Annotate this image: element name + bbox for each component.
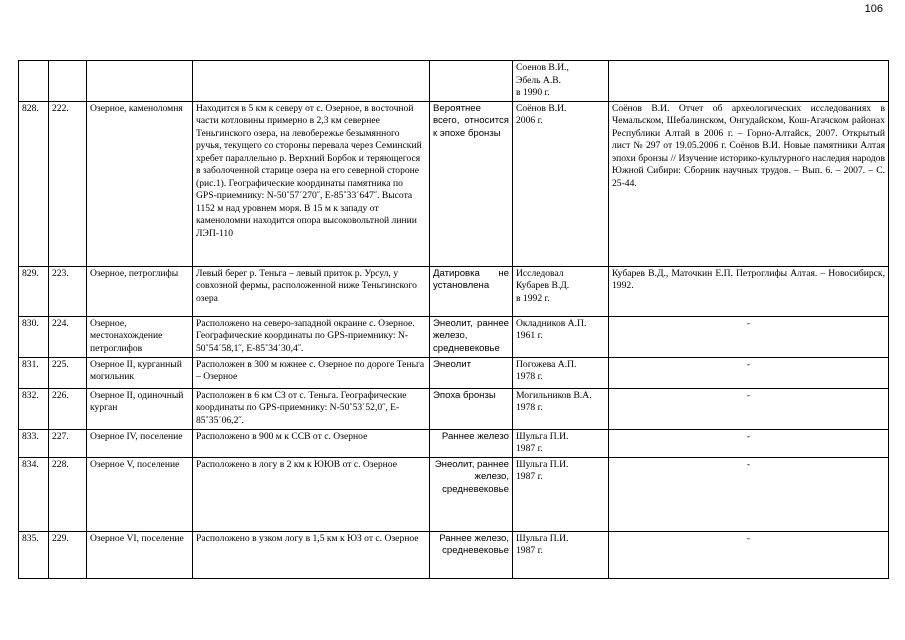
table-row [19, 429, 889, 457]
row-number [19, 61, 49, 102]
row-number: 833. [19, 429, 49, 457]
bibliography: Кубарев В.Д., Маточкин Е.П. Петроглифы Алтая. – Новосибирск, 1992. [609, 266, 889, 316]
monument-name [87, 61, 193, 102]
row-subnumber: 227. [49, 429, 87, 457]
monument-name: Озерное V, поселение [87, 457, 193, 531]
researcher-line: Исследовал [516, 267, 564, 279]
bibliography: - [609, 429, 889, 457]
table-row [19, 101, 889, 266]
researcher-line: Шульга П.И. [516, 458, 569, 470]
bibliography: Соёнов В.И. Отчет об археологических исследованиях в Чемальском, Шебалинском, Онгудайском, Кош-Агачском районах Республики Алтай в 2006 г. – Горно-Алтайск, 2007. Открытый лист № 297 от 19.05.2006 г. Соёнов В.И. Новые памятники Алтая эпохи бронзы // Изучение историко-культурного наследия народов Южной Сибири: Сборник научных трудов. – Вып. 6. – 2007. – С. 25-44. [609, 101, 889, 266]
monument-name: Озерное II, курганный могильник [87, 357, 193, 388]
table-row [19, 531, 889, 578]
row-number: 830. [19, 316, 49, 357]
monument-dating: Вероятнее всего, относится к эпохе бронзы [430, 101, 513, 266]
researcher-line: 1978 г. [516, 402, 543, 413]
researcher-line: Шульга П.И. [516, 532, 569, 544]
researcher-line: Соёнов В.И. [516, 102, 567, 114]
monument-dating: Энеолит, раннее железо, средневековье [430, 457, 513, 531]
monument-dating: Энеолит [430, 357, 513, 388]
monument-location: Расположено на северо-западной окраине с. Озерное. Географические координаты по GPS-приемнику: N-50˚54΄58,1˝, E-85˚34΄30,4˝. [193, 316, 430, 357]
bibliography: - [609, 316, 889, 357]
monument-dating: Эпоха бронзы [430, 388, 513, 429]
monument-dating [430, 61, 513, 102]
row-subnumber: 229. [49, 531, 87, 578]
monument-location [193, 61, 430, 102]
monuments-table [18, 60, 889, 579]
researcher [513, 266, 609, 316]
monument-name: Озерное, местонахождение петроглифов [87, 316, 193, 357]
row-number: 834. [19, 457, 49, 531]
researcher [513, 316, 609, 357]
researcher [513, 61, 609, 102]
monument-location: Расположено в узком логу в 1,5 км к ЮЗ от с. Озерное [193, 531, 430, 578]
researcher [513, 388, 609, 429]
monument-location: Находится в 5 км к северу от с. Озерное, в восточной части котловины примерно в 2,3 км севернее Теньгинского озера, на левобережье безымянного ручья, текущего со стороны перевала через Семинский хребет параллельно р. Верхний Борбок и теряющегося в заболоченной старице озера на его северной стороне (рис.1). Географические координаты памятника по GPS-приемнику: N-50˚57΄270˝, E-85˚33΄647˝. Высота 1152 м над уровнем моря. В 15 м к западу от каменоломни находится опора высоковольтной линии ЛЭП-110 [193, 101, 430, 266]
monument-location: Расположено в логу в 2 км к ЮЮВ от с. Озерное [193, 457, 430, 531]
researcher-line: 1961 г. [516, 330, 543, 341]
researcher-line: 1978 г. [516, 371, 543, 382]
table-row [19, 61, 889, 102]
table-row [19, 357, 889, 388]
researcher-line: Соенов В.И., [516, 62, 569, 73]
monument-name: Озерное, петроглифы [87, 266, 193, 316]
page-number: 106 [864, 3, 883, 15]
monument-dating: Раннее железо [430, 429, 513, 457]
researcher-line: 1987 г. [516, 471, 543, 482]
row-subnumber: 226. [49, 388, 87, 429]
researcher [513, 357, 609, 388]
monument-location: Расположен в 6 км СЗ от с. Теньга. Географические координаты по GPS-приемнику: N-50˚53΄52,0˝, E-85˚35΄06,2˝. [193, 388, 430, 429]
researcher-line: Шульга П.И. [516, 430, 569, 442]
researcher-line: 1987 г. [516, 545, 543, 556]
table-row [19, 457, 889, 531]
row-number: 831. [19, 357, 49, 388]
table-row [19, 316, 889, 357]
researcher-line: Кубарев В.Д. [516, 280, 570, 291]
row-subnumber: 228. [49, 457, 87, 531]
bibliography: - [609, 388, 889, 429]
row-subnumber: 223. [49, 266, 87, 316]
researcher-line: Погожева А.П. [516, 358, 577, 370]
monument-dating: Раннее железо, средневековье [430, 531, 513, 578]
monument-location: Левый берег р. Теньга – левый приток р. Урсул, у совхозной фермы, расположенной ниже Теньгинского озера [193, 266, 430, 316]
researcher-line: 2006 г. [516, 115, 543, 126]
row-subnumber: 225. [49, 357, 87, 388]
table-row [19, 266, 889, 316]
monument-dating: Датировка не установлена [430, 266, 513, 316]
monument-dating: Энеолит, раннее железо, средневековье [430, 316, 513, 357]
monument-location: Расположен в 300 м южнее с. Озерное по дороге Теньга – Озерное [193, 357, 430, 388]
researcher-line: Окладников А.П. [516, 317, 587, 329]
researcher-line: Эбель А.В. [516, 74, 562, 86]
bibliography: - [609, 357, 889, 388]
monument-name: Озерное IV, поселение [87, 429, 193, 457]
bibliography: - [609, 457, 889, 531]
row-number: 832. [19, 388, 49, 429]
row-number: 828. [19, 101, 49, 266]
row-subnumber: 222. [49, 101, 87, 266]
monument-location: Расположено в 900 м к ССВ от с. Озерное [193, 429, 430, 457]
researcher-line: в 1990 г. [516, 87, 550, 98]
monument-name: Озерное II, одиночный курган [87, 388, 193, 429]
monument-name: Озерное, каменоломня [87, 101, 193, 266]
row-number: 835. [19, 531, 49, 578]
row-number: 829. [19, 266, 49, 316]
table-row [19, 388, 889, 429]
researcher-line: Могильников В.А. [516, 389, 592, 401]
bibliography: - [609, 531, 889, 578]
monument-name: Озерное VI, поселение [87, 531, 193, 578]
row-subnumber: 224. [49, 316, 87, 357]
researcher-line: в 1992 г. [516, 292, 550, 304]
researcher-line: 1987 г. [516, 443, 543, 454]
bibliography [609, 61, 889, 102]
researcher [513, 531, 609, 578]
researcher [513, 457, 609, 531]
researcher [513, 429, 609, 457]
row-subnumber [49, 61, 87, 102]
researcher [513, 101, 609, 266]
